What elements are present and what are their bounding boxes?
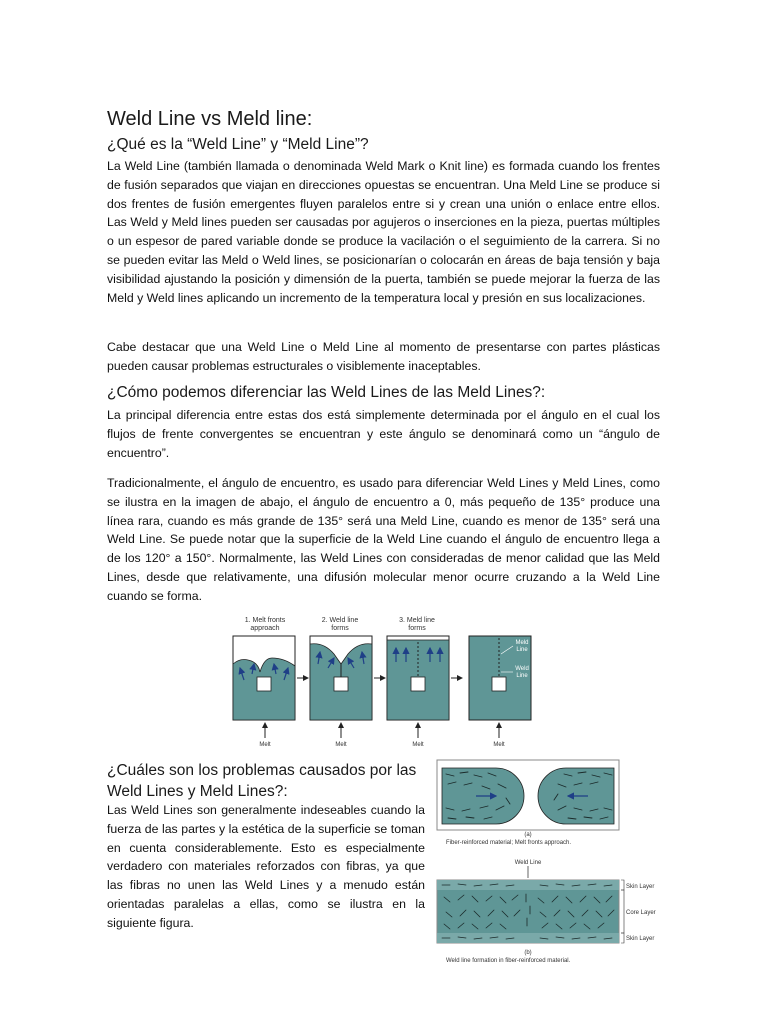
- weld-line-label: Weld: [515, 666, 529, 672]
- panel-weld-line-forms: [310, 636, 372, 720]
- step2-label-line2: forms: [331, 625, 349, 632]
- section-heading-problems: ¿Cuáles son los problemas causados por las Weld Lines y Meld Lines?:: [107, 762, 417, 800]
- paragraph-traditional-angle: Tradicionalmente, el ángulo de encuentro, es usado para diferenciar Weld Lines y Meld Lines, como se ilustra en la imagen de abajo, el ángulo de encuentro a 0, más pequeño de 135° produce una línea rara, cuando es más grande de 135° será una Meld Line, cuando es menor de 135° será una Weld Line. Se puede notar que la superficie de la Weld Line cuando el ángulo de encuentro llega a de los 120° a 150°. Normalmente, las Weld Lines con consideradas de menor calidad que las Meld Lines, desde que relativamente, una difusión molecular menor ocurre cruzando a la Weld Line cuando se forma.: [107, 476, 660, 603]
- meld-line-label: Meld: [515, 640, 529, 646]
- figure-b-label: (b): [524, 950, 532, 956]
- fiber-reinforced-figure: [436, 756, 666, 968]
- paragraph-meeting-angle: La principal diferencia entre estas dos está simplemente determinada por el ángulo en el cual los flujos de frente convergentes se encuentran y este ángulo se denominará como un “ángulo de encuentro”.: [107, 408, 660, 460]
- weld-line-label-b: Weld Line: [514, 860, 542, 866]
- figure-a-caption: Fiber-reinforced material; Melt fronts approach.: [446, 840, 572, 846]
- section-heading-what-is: ¿Qué es la “Weld Line” y “Meld Line”?: [107, 136, 369, 153]
- paragraph-problems: Las Weld Lines son generalmente indeseables cuando la fuerza de las partes y la estética de la superficie se toman en cuenta considerablemente. Esto es especialmente verdadero con materiales reforzados con fibras, ya que las fibras no unen las Weld Lines y a menudo están orientadas paralelas a ellas, como se ilustra en la siguiente figura.: [107, 803, 425, 930]
- section-heading-difference: ¿Cómo podemos diferenciar las Weld Lines de las Meld Lines?:: [107, 384, 546, 401]
- skin-layer-bottom-label: Skin Layer: [626, 936, 655, 942]
- melt-label-2: Melt: [335, 742, 347, 748]
- step1-label: 1. Melt fronts: [244, 617, 286, 624]
- figure-b-caption: Weld line formation in fiber-reinforced material.: [446, 958, 571, 964]
- step3-label-line2: forms: [408, 625, 426, 632]
- panel-final-lines: [469, 636, 531, 720]
- weld-meld-formation-figure: [228, 614, 548, 748]
- melt-label-3: Melt: [412, 742, 424, 748]
- melt-label-4: Melt: [493, 742, 505, 748]
- document-title: Weld Line vs Meld line:: [107, 108, 313, 130]
- weld-line-label-line2: Line: [516, 673, 528, 679]
- panel-meld-line-forms: [387, 636, 449, 720]
- step2-label: 2. Weld line: [321, 617, 359, 624]
- core-layer-label: Core Layer: [626, 910, 656, 916]
- meld-line-label-line2: Line: [516, 647, 528, 653]
- melt-label-1: Melt: [259, 742, 271, 748]
- skin-layer-top-label: Skin Layer: [626, 884, 655, 890]
- figure-a-label: (a): [524, 832, 532, 838]
- step3-label: 3. Meld line: [399, 617, 435, 624]
- paragraph-structural-problems: Cabe destacar que una Weld Line o Meld Line al momento de presentarse con partes plásticas pueden causar problemas estructurales o visiblemente inaceptables.: [107, 340, 660, 373]
- step1-label-line2: approach: [250, 625, 280, 632]
- paragraph-definition: La Weld Line (también llamada o denominada Weld Mark o Knit line) es formada cuando los frentes de fusión separados que viajan en direcciones opuestas se encuentran. Una Meld Line se produce si dos frentes de fusión emergentes fluyen paralelos entre si y crean una unión o enlace entre ellos. Las Weld y Meld lines pueden ser causadas por agujeros o inserciones en la pieza, puertas múltiples o un espesor de pared variable donde se produce la vacilación o el seguimiento de la carrera. Si no se pueden evitar las Meld o Weld lines, se posicionarían o colocarán en áreas de baja tensión y baja visibilidad ajustando la posición y dimensión de la puerta, también se puede mejorar la fuerza de las Meld y Weld lines aplicando un incremento de la temperatura local y presión en sus localizaciones.: [107, 159, 660, 305]
- panel-melt-fronts-approach: [233, 636, 295, 720]
